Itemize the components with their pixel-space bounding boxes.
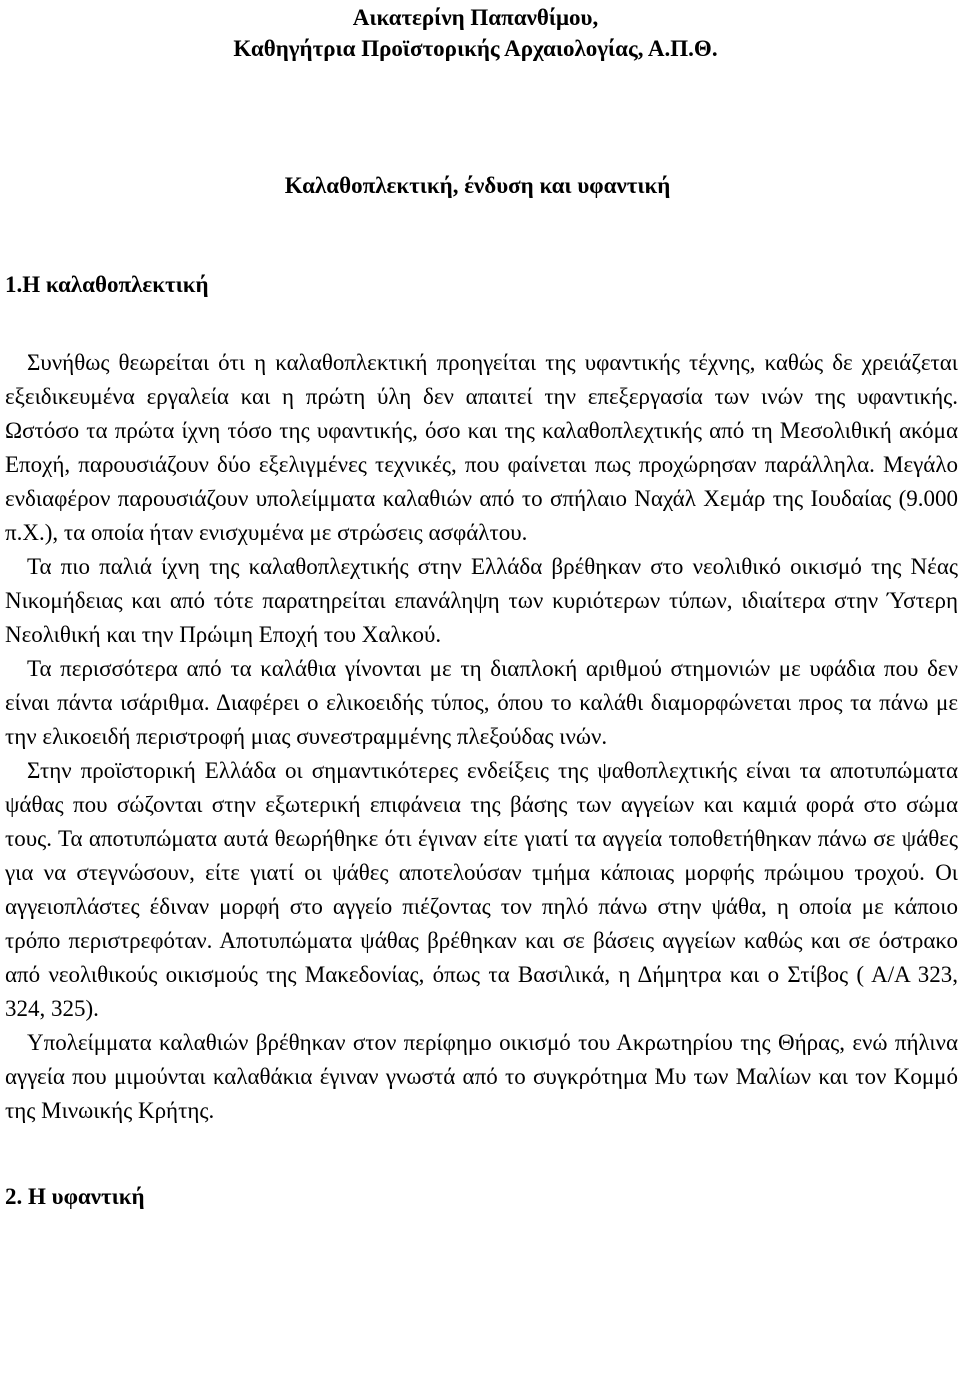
paragraph-5: Υπολείμματα καλαθιών βρέθηκαν στον περίφημο οικισμό του Ακρωτηρίου της Θήρας, ενώ πήλινα αγγεία που μιμούνται καλαθάκια έγιναν γνωστά από το συγκρότημα Μυ των Μαλίων και τον Κομμό της Μινωικής Κρήτης. bbox=[5, 1030, 958, 1123]
paragraph-1: Συνήθως θεωρείται ότι η καλαθοπλεκτική προηγείται της υφαντικής τέχνης, καθώς δε χρειάζεται εξειδικευμένα εργαλεία και η πρώτη ύλη δεν απαιτεί την επεξεργασία των ινών της υφαντικής. Ωστόσο τα πρώτα ίχνη τόσο της υφαντικής, όσο και της καλαθοπλεχτικής από τη Μεσολιθική ακόμα Εποχή, παρουσιάζουν δύο εξελιγμένες τεχνικές, που φαίνεται πως προχώρησαν παράλληλα. Μεγάλο ενδιαφέρον παρουσιάζουν υπολείμματα καλαθιών από το σπήλαιο Ναχάλ Χεμάρ της Ιουδαίας (9.000 π.Χ.), τα οποία ήταν ενισχυμένα με στρώσεις ασφάλτου. bbox=[5, 350, 958, 545]
author-affiliation: Καθηγήτρια Προϊστορικής Αρχαιολογίας, Α.Π.Θ. bbox=[233, 36, 718, 61]
section-heading-weaving: 2. Η υφαντική bbox=[5, 1184, 145, 1209]
document-title: Καλαθοπλεκτική, ένδυση και υφαντική bbox=[284, 173, 671, 198]
paragraph-4: Στην προϊστορική Ελλάδα οι σημαντικότερες ενδείξεις της ψαθοπλεχτικής είναι τα αποτυπώματα ψάθας που σώζονται στην εξωτερική επιφάνεια της βάσης των αγγείων και καμιά φορά στο σώμα τους. Τα αποτυπώματα αυτά θεωρήθηκε ότι έγιναν είτε γιατί τα αγγεία τοποθετήθηκαν πάνω σε ψάθες για να στεγνώσουν, είτε γιατί οι ψάθες αποτελούσαν τμήμα κάποιας μορφής πρώιμου τροχού. Οι αγγειοπλάστες έδιναν μορφή στο αγγείο πιέζοντας τον πηλό πάνω στην ψάθα, η οποία με κάποιο τρόπο περιστρεφόταν. Αποτυπώματα ψάθας βρέθηκαν και σε βάσεις αγγείων καθώς και σε όστρακο από νεολιθικούς οικισμούς της Μακεδονίας, όπως τα Βασιλικά, η Δήμητρα και ο Στίβος ( Α/Α 323, 324, 325). bbox=[5, 758, 958, 1021]
document-page bbox=[5, 0, 958, 1212]
author-block bbox=[5, 2, 958, 64]
author-name: Αικατερίνη Παπανθίμου, bbox=[352, 5, 599, 30]
paragraph-2: Τα πιο παλιά ίχνη της καλαθοπλεχτικής στην Ελλάδα βρέθηκαν στο νεολιθικό οικισμό της Νέας Νικομήδειας και από τότε παρατηρείται επανάληψη των κυριότερων τύπων, ιδιαίτερα στην Ύστερη Νεολιθική και την Πρώιμη Εποχή του Χαλκού. bbox=[5, 554, 958, 647]
section-heading-basketry: 1.Η καλαθοπλεκτική bbox=[5, 272, 209, 297]
paragraph-3: Τα περισσότερα από τα καλάθια γίνονται με τη διαπλοκή αριθμού στημονιών με υφάδια που δεν είναι πάντα ισάριθμα. Διαφέρει ο ελικοειδής τύπος, όπου το καλάθι διαμορφώνεται προς τα πάνω με την ελικοειδή περιστροφή μιας συνεστραμμένης πλεξούδας ινών. bbox=[5, 656, 958, 749]
